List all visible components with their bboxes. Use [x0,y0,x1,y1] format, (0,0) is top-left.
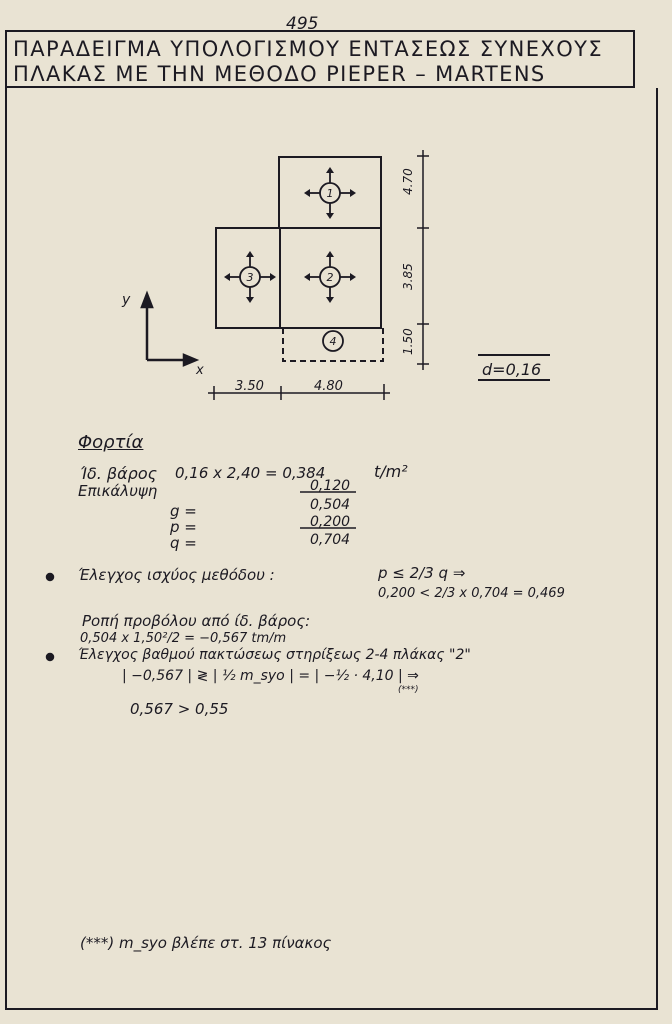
vert-dim-1: 4.70 [401,168,415,195]
slab-arrow-head [350,189,356,197]
covering-label: Επικάλυψη [78,482,158,500]
page-number: 495 [286,14,319,34]
loads-heading: Φορτία [78,432,144,453]
slab-arrow-head [246,297,254,303]
slab-arrow-head [350,273,356,281]
covering-value: 0,120 [310,478,351,494]
load-unit: t/m² [374,462,408,481]
slab-symbol-4 [323,331,343,351]
q-value: 0,704 [310,532,351,548]
slab-outlines [216,157,383,361]
title-line-2: ΠΛΑΚΑΣ ΜΕ ΤΗΝ ΜΕΘΟΔΟ PIEPER – MARTENS [13,62,546,86]
slab-arrow-head [326,297,334,303]
fixity-text: Έλεγχος βαθμού πακτώσεως στηρίξεως 2-4 πλάκας "2" [78,647,471,663]
slab-symbol-3 [224,251,276,303]
title-line-1: ΠΑΡΑΔΕΙΓΜΑ ΥΠΟΛΟΓΙΣΜΟΥ ΕΝΤΑΣΕΩΣ ΣΥΝΕΧΟΥΣ [13,37,604,61]
slab-number-1: 1 [326,187,334,200]
slab-symbol-1 [304,167,356,219]
footnote: (***) m_syo βλέπε στ. 13 πίνακος [80,934,332,952]
slab-number-4: 4 [329,335,337,348]
slab-arrow-head [304,189,310,197]
slab-arrow-head [224,273,230,281]
axis-x-label: x [196,363,204,378]
slab-arrow-head [326,213,334,219]
slab-arrow-head [326,167,334,173]
q-label: q = [170,534,197,552]
slab-symbol-2 [304,251,356,303]
horiz-dim-1: 3.50 [235,379,264,394]
slab-arrow-head [304,273,310,281]
validity-text: Έλεγχος ισχύος μεθόδου : [78,566,275,584]
validity-result: 0,200 < 2/3 x 0,704 = 0,469 [378,586,565,601]
p-value: 0,200 [310,514,351,530]
vert-dim-3: 1.50 [401,328,415,355]
dimension-lines [208,150,429,400]
slab-arrow-head [270,273,276,281]
self-weight-label: Ίδ. βάρος [80,464,158,483]
g-value: 0,504 [310,497,351,513]
bullets-decor [47,574,54,661]
vert-dim-2: 3.85 [401,263,415,290]
slab-arrow-head [246,251,254,257]
horiz-dim-2: 4.80 [314,379,343,394]
cantilever-calc: 0,504 x 1,50²/2 = −0,567 tm/m [80,631,287,646]
self-weight-calc: 0,16 x 2,40 = 0,384 [175,464,326,482]
slab-number-3: 3 [246,271,254,284]
fixity-inequality: | −0,567 | ≷ | ½ m_syo | = | −½ · 4,10 | ⇒ [122,668,419,684]
validity-condition: p ≤ 2/3 q ⇒ [378,564,466,582]
slab-arrow-head [326,251,334,257]
thickness-label: d=0,16 [482,360,542,379]
axis-arrows [142,294,196,365]
p-label: p = [170,518,197,536]
cantilever-text: Ροπή προβόλου από ίδ. βάρος: [82,612,311,630]
axis-y-label: y [122,292,131,308]
fixity-result: 0,567 > 0,55 [130,700,229,718]
g-label: g = [170,502,197,520]
fixity-note-star: (***) [398,685,419,695]
slab-number-2: 2 [326,271,334,284]
